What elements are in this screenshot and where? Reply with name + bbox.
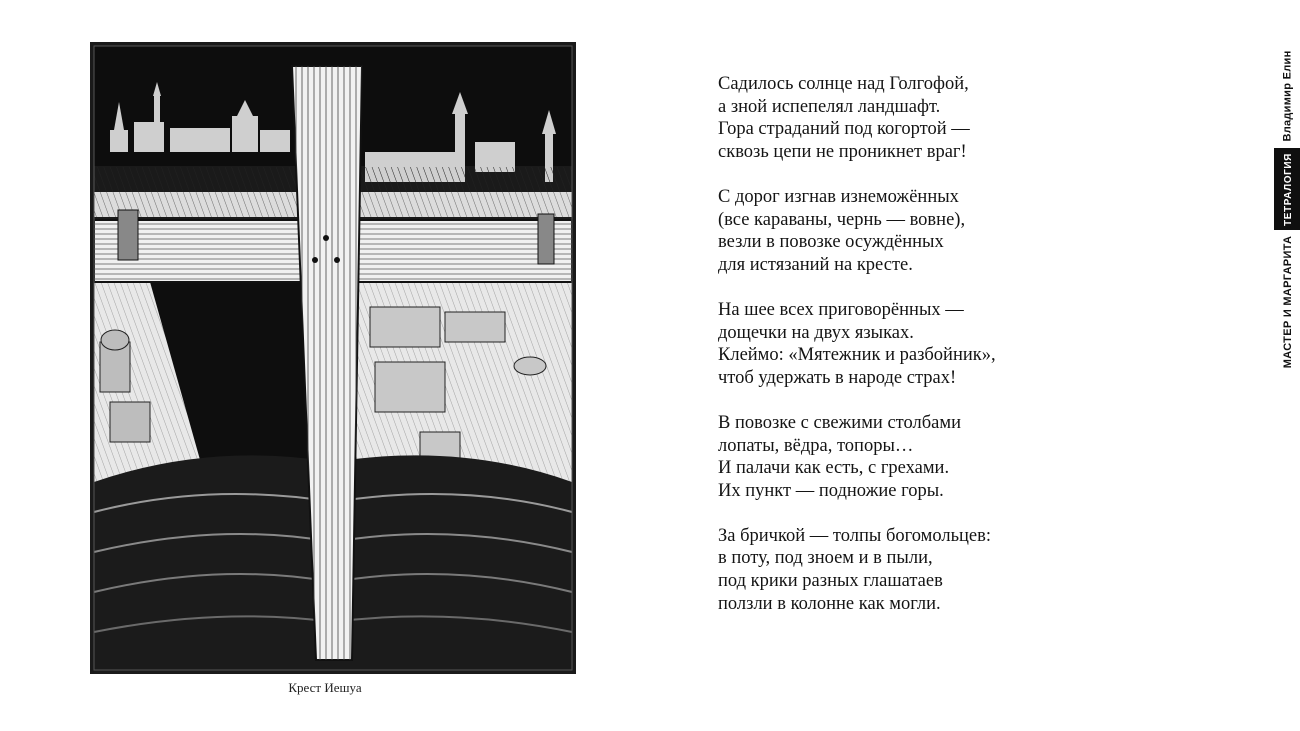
sidebar-series-tab[interactable] xyxy=(1274,148,1300,230)
poem-line: Их пункт — подножие горы. xyxy=(718,480,944,501)
poem-line: лопаты, вёдра, топоры… xyxy=(718,435,914,456)
poem-line: чтоб удержать в народе страх! xyxy=(718,367,957,388)
poem-stanza xyxy=(718,299,1238,389)
poem-stanza xyxy=(718,412,1238,502)
poem-line: сквозь цепи не проникнет враг! xyxy=(718,141,967,162)
poem-line: а зной испепелял ландшафт. xyxy=(718,96,941,117)
poem-text xyxy=(718,73,1238,638)
poem-line: Садилось солнце над Голгофой, xyxy=(718,74,969,94)
engraving-cross-illustration xyxy=(90,42,576,674)
poem-stanza xyxy=(718,73,1238,163)
sidebar-book-tab[interactable] xyxy=(1274,234,1300,370)
poem-line: С дорог изгнав изнеможённых xyxy=(718,186,959,207)
series-label: ТЕТРАЛОГИЯ xyxy=(1282,152,1294,226)
poem-line: Клеймо: «Мятежник и разбойник», xyxy=(718,345,996,366)
illustration-caption: Крест Иешуа xyxy=(288,680,362,695)
author-name: Владимир Елин xyxy=(1282,50,1295,142)
poem-line: (все караваны, чернь — вовне), xyxy=(718,209,966,230)
poem-line: везли в повозке осуждённых xyxy=(718,232,944,253)
poem-line: И палачи как есть, с грехами. xyxy=(718,458,950,479)
poem-line: под крики разных глашатаев xyxy=(718,571,943,592)
sidebar-author xyxy=(1274,50,1300,142)
book-title: МАСТЕР И МАРГАРИТА xyxy=(1282,235,1294,369)
poem-line: ползли в колонне как могли. xyxy=(718,593,941,614)
engraving-illustration xyxy=(90,42,576,674)
poem-line: дощечки на двух языках. xyxy=(718,322,914,343)
poem-line: в поту, под зноем и в пыли, xyxy=(718,548,933,569)
poem-stanza xyxy=(718,186,1238,276)
poem-line: Гора страданий под когортой — xyxy=(718,119,970,140)
poem-line: За бричкой — толпы богомольцев: xyxy=(718,525,992,546)
poem-line: На шее всех приговорённых — xyxy=(718,299,964,320)
poem-line: для истязаний на кресте. xyxy=(718,254,913,275)
poem-stanza xyxy=(718,525,1238,615)
poem-line: В повозке с свежими столбами xyxy=(718,412,961,433)
